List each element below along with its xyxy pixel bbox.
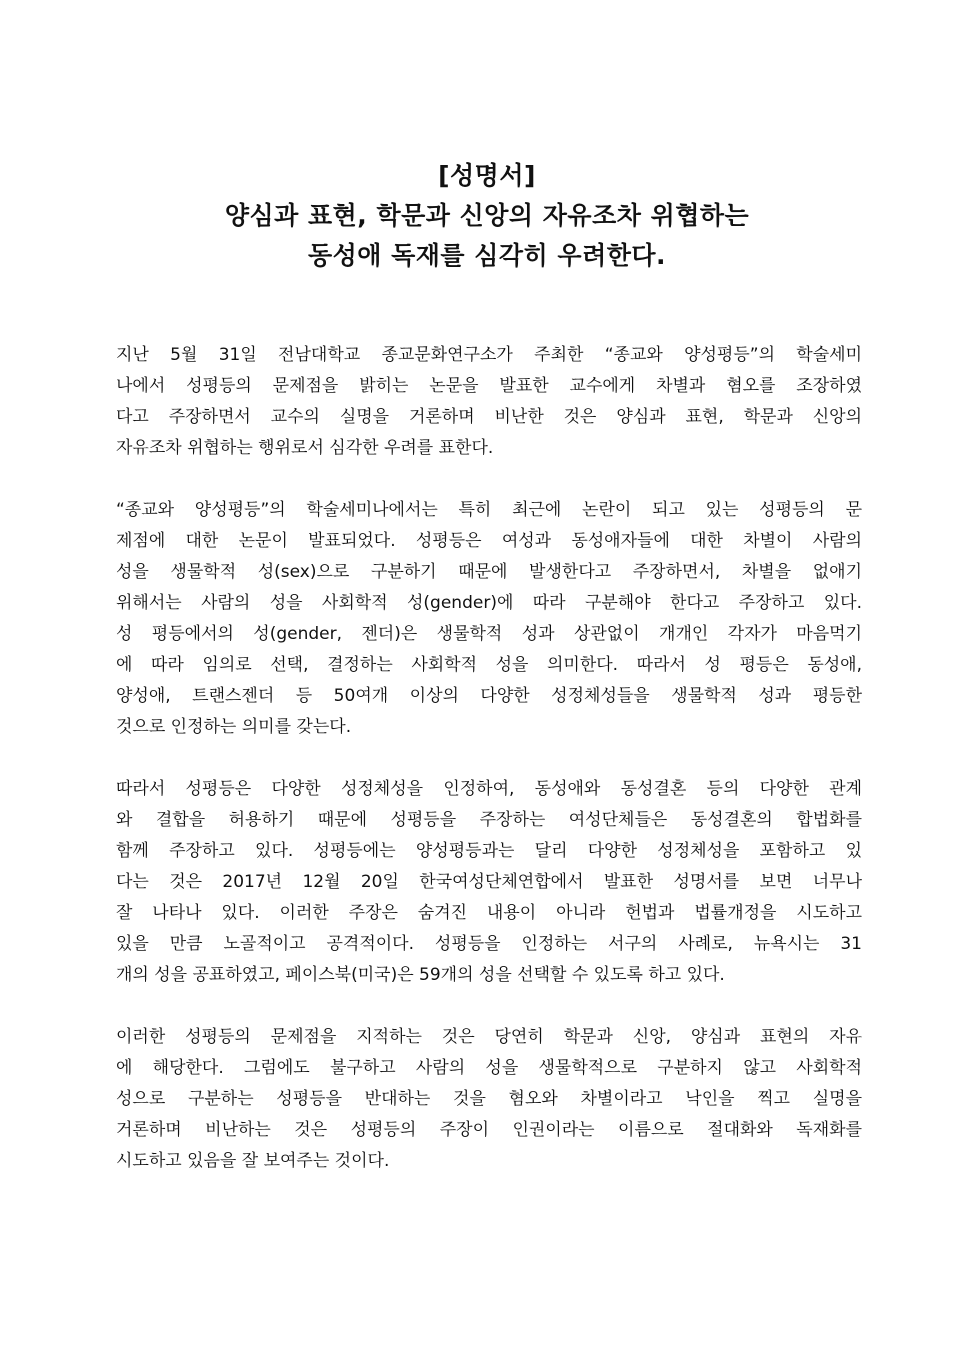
paragraph-line: 나에서 성평등의 문제점을 밝히는 논문을 발표한 교수에게 차별과 혐오를 조장하였 bbox=[116, 376, 862, 396]
paragraph-3 bbox=[116, 774, 862, 991]
paragraph-line: 에 해당한다. 그럼에도 불구하고 사람의 성을 생물학적으로 구분하지 않고 사회학적 bbox=[116, 1058, 862, 1078]
paragraph-line: 다고 주장하면서 교수의 실명을 거론하며 비난한 것은 양심과 표현, 학문과 신앙의 bbox=[116, 407, 862, 427]
paragraph-line: 성을 생물학적 성(sex)으로 구분하기 때문에 발생한다고 주장하면서, 차별을 없애기 bbox=[116, 562, 862, 582]
paragraph-line: 양성애, 트랜스젠더 등 50여개 이상의 다양한 성정체성들을 생물학적 성과 평등한 bbox=[116, 686, 862, 706]
paragraph-line: 있을 만큼 노골적이고 공격적이다. 성평등을 인정하는 서구의 사례로, 뉴욕시는 31 bbox=[116, 934, 862, 954]
paragraph-line: 위해서는 사람의 성을 사회학적 성(gender)에 따라 구분해야 한다고 주장하고 있다. bbox=[116, 593, 862, 613]
paragraph-line: 다는 것은 2017년 12월 20일 한국여성단체연합에서 발표한 성명서를 보면 너무나 bbox=[116, 872, 862, 892]
paragraph-line: 제점에 대한 논문이 발표되었다. 성평등은 여성과 동성애자들에 대한 차별이 사람의 bbox=[116, 531, 862, 551]
paragraph-line: “종교와 양성평등”의 학술세미나에서는 특히 최근에 논란이 되고 있는 성평등의 문 bbox=[116, 500, 862, 520]
paragraph-line: 함께 주장하고 있다. 성평등에는 양성평등과는 달리 다양한 성정체성을 포함하고 있 bbox=[116, 841, 862, 861]
document-title bbox=[0, 156, 974, 276]
paragraph-line: 시도하고 있음을 잘 보여주는 것이다. bbox=[116, 1151, 390, 1171]
paragraph-line: 개의 성을 공표하였고, 페이스북(미국)은 59개의 성을 선택할 수 있도록 하고 있다. bbox=[116, 965, 725, 985]
paragraph-line: 와 결합을 허용하기 때문에 성평등을 주장하는 여성단체들은 동성결혼의 합법화를 bbox=[116, 810, 862, 830]
title-headline-line-1: 양심과 표현, 학문과 신앙의 자유조차 위협하는 bbox=[224, 201, 750, 230]
paragraph-1 bbox=[116, 340, 862, 464]
title-label: [성명서] bbox=[438, 161, 536, 190]
paragraph-line: 지난 5월 31일 전남대학교 종교문화연구소가 주최한 “종교와 양성평등”의 학술세미 bbox=[116, 345, 862, 365]
paragraph-line: 잘 나타나 있다. 이러한 주장은 숨겨진 내용이 아니라 헌법과 법률개정을 시도하고 bbox=[116, 903, 862, 923]
title-headline-line-2: 동성애 독재를 심각히 우려한다. bbox=[307, 241, 667, 270]
paragraph-line: 이러한 성평등의 문제점을 지적하는 것은 당연히 학문과 신앙, 양심과 표현의 자유 bbox=[116, 1027, 862, 1047]
paragraph-line: 성으로 구분하는 성평등을 반대하는 것을 혐오와 차별이라고 낙인을 찍고 실명을 bbox=[116, 1089, 862, 1109]
paragraph-line: 것으로 인정하는 의미를 갖는다. bbox=[116, 717, 352, 737]
paragraph-line: 성 평등에서의 성(gender, 젠더)은 생물학적 성과 상관없이 개개인 각자가 마음먹기 bbox=[116, 624, 862, 644]
paragraph-line: 따라서 성평등은 다양한 성정체성을 인정하여, 동성애와 동성결혼 등의 다양한 관계 bbox=[116, 779, 862, 799]
paragraph-2 bbox=[116, 495, 862, 743]
paragraph-line: 에 따라 임의로 선택, 결정하는 사회학적 성을 의미한다. 따라서 성 평등은 동성애, bbox=[116, 655, 862, 675]
paragraph-line: 거론하며 비난하는 것은 성평등의 주장이 인권이라는 이름으로 절대화와 독재화를 bbox=[116, 1120, 862, 1140]
document-body bbox=[116, 340, 862, 1208]
paragraph-line: 자유조차 위협하는 행위로서 심각한 우려를 표한다. bbox=[116, 438, 494, 458]
paragraph-4 bbox=[116, 1022, 862, 1177]
